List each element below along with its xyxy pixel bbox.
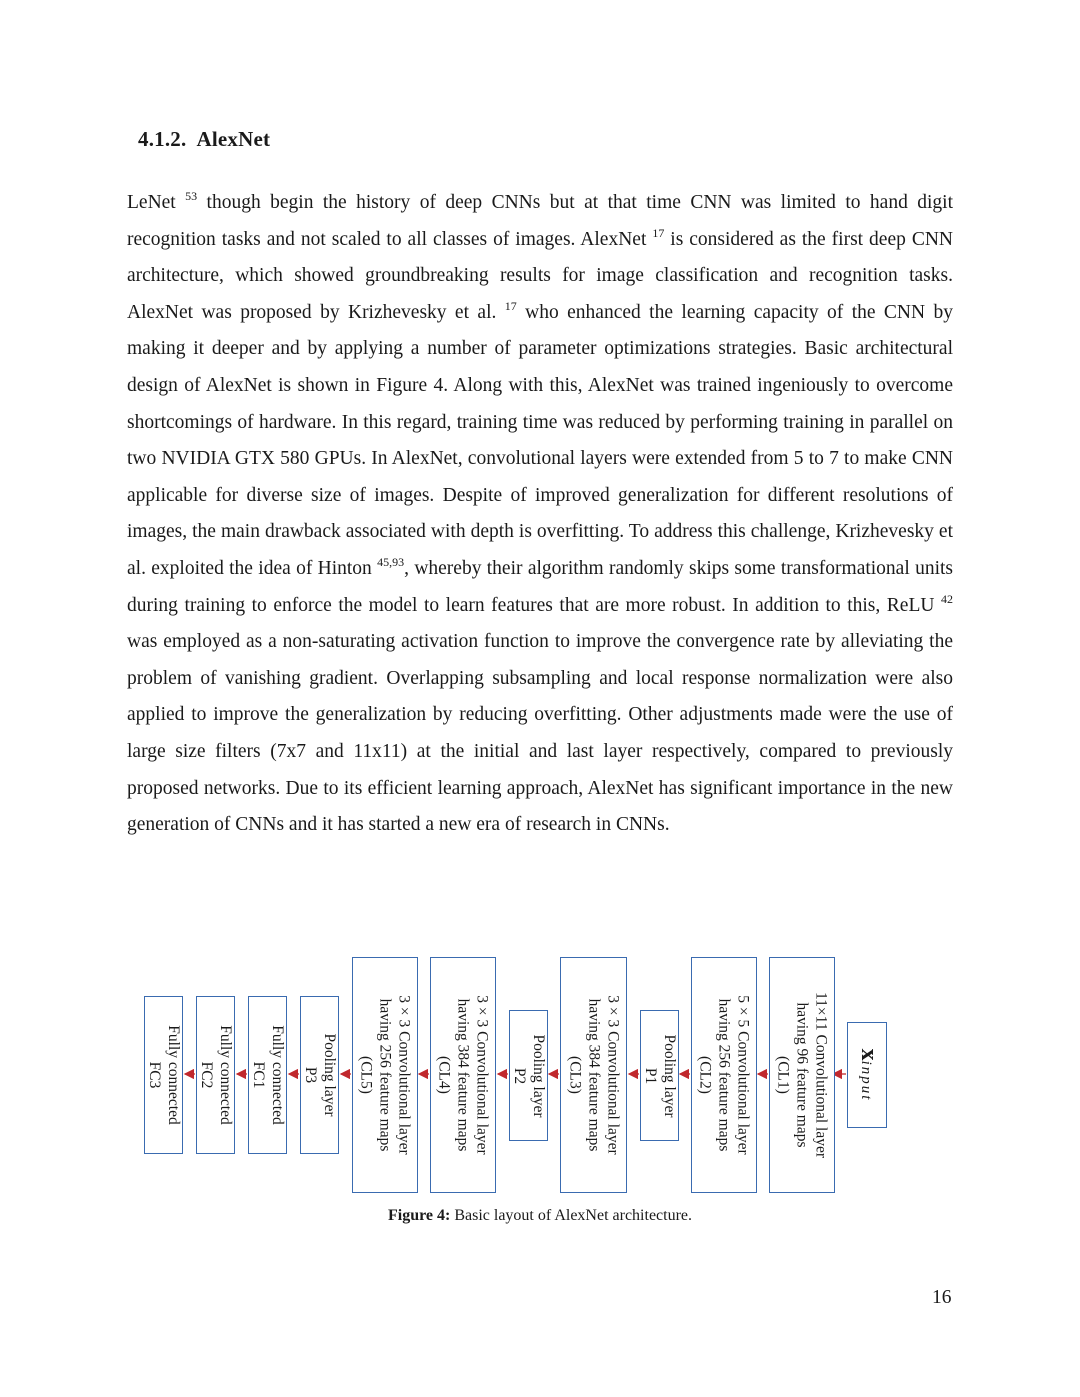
layer-label: Fully connected xyxy=(164,1025,182,1125)
layer-label: 3 × 3 Convolutional layer xyxy=(473,995,491,1155)
layer-label: (CL5) xyxy=(357,1056,375,1094)
text-run: LeNet xyxy=(127,192,186,213)
layer-cl4 xyxy=(430,957,496,1193)
layer-label: 3 × 3 Convolutional layer xyxy=(395,995,413,1155)
layer-label: Pooling layer xyxy=(660,1033,678,1118)
layer-p3 xyxy=(300,996,339,1154)
layer-p2 xyxy=(509,1010,548,1141)
citation: 42 xyxy=(941,591,953,606)
layer-label: Pooling layer xyxy=(320,1033,338,1117)
figure-caption xyxy=(0,1207,1080,1225)
layer-label: FC2 xyxy=(197,1061,215,1089)
citation: 17 xyxy=(504,298,517,313)
text-run: though begin the history of deep CNNs but at that time CNN was limited to hand digit recognition tasks and not scaled to all classes of images. AlexNet xyxy=(127,192,953,250)
citation: 53 xyxy=(185,189,198,203)
text-run: was employed as a non-saturating activation function to improve the convergence rate by alleviating the problem of vanishing gradient. Overlapping subsampling and local response normalization were also applied to improve the generalization by reducing overfitting. Other adjustments made were the use of large size filters (7x7 and 11x11) at the initial and last layer respectively, compared to previously proposed networks. Due to its efficient learning approach, AlexNet has significant importance in the new generation of CNNs and it has started a new era of research in CNNs. xyxy=(127,631,953,836)
page-number: 16 xyxy=(932,1287,952,1308)
body-paragraph xyxy=(127,185,953,844)
layer-label: FC3 xyxy=(145,1061,163,1089)
layer-label: Fully connected xyxy=(268,1025,286,1125)
layer-label: P3 xyxy=(301,1066,319,1084)
layer-label: (CL3) xyxy=(566,1056,583,1094)
caption-text: Basic layout of AlexNet architecture. xyxy=(450,1207,693,1224)
layer-p1 xyxy=(640,1010,679,1141)
input-symbol: x xyxy=(856,1048,882,1061)
alexnet-figure xyxy=(135,950,895,1200)
text-run: who enhanced the learning capacity of the CNN by making it deeper and by applying a number of parameter optimizations strategies. Basic architectural design of AlexNet is shown in Figure 4. Along with this, AlexNet was trained ingeniously to overcome shortcomings of hardware. In this regard, training time was reduced by performing training in parallel on two NVIDIA GTX 580 GPUs. In AlexNet, convolutional layers were extended from 5 to 7 to make CNN applicable for diverse size of images. Despite of improved generalization for different resolutions of images, the main drawback associated with depth is overfitting. To address this challenge, Krizhevesky et al. exploited the idea of Hinton xyxy=(127,301,953,579)
layer-cl1 xyxy=(769,957,835,1193)
layer-fc1 xyxy=(248,996,287,1154)
layer-cl5 xyxy=(352,957,418,1193)
layer-label: P2 xyxy=(510,1067,528,1084)
layer-label: 11×11 Convolutional layer xyxy=(812,991,830,1159)
input-block xyxy=(847,1022,887,1128)
layer-label: 5 × 5 Convolutional layer xyxy=(734,995,752,1155)
layer-label: having 256 feature maps xyxy=(376,998,394,1152)
layer-fc2 xyxy=(196,996,235,1154)
layer-label: (CL1) xyxy=(774,1056,792,1094)
citation: 45,93 xyxy=(377,554,405,569)
caption-label: Figure 4: xyxy=(387,1207,451,1224)
layer-label: 3 × 3 Convolutional layer xyxy=(604,995,621,1155)
layer-cl3 xyxy=(560,957,627,1193)
text-run: , whereby their algorithm randomly skips some transformational units during training to enforce the model to learn features that are more robust. In addition to this, ReLU xyxy=(127,557,953,616)
layer-label: having 256 feature maps xyxy=(715,998,733,1152)
layer-cl2 xyxy=(691,957,757,1193)
layer-label: P1 xyxy=(641,1067,659,1084)
layer-label: having 96 feature maps xyxy=(793,1002,811,1148)
layer-label: (CL4) xyxy=(435,1056,453,1094)
input-subscript: input xyxy=(858,1060,874,1102)
section-heading xyxy=(138,127,270,152)
layer-label: having 384 feature maps xyxy=(585,998,602,1152)
layer-label: Pooling layer xyxy=(529,1033,547,1118)
layer-fc3 xyxy=(144,996,183,1154)
layer-label: Fully connected xyxy=(216,1025,234,1125)
layer-label: FC1 xyxy=(249,1061,267,1089)
layer-label: having 384 feature maps xyxy=(454,998,472,1152)
citation: 17 xyxy=(652,225,665,240)
layer-label: (CL2) xyxy=(696,1056,714,1094)
section-number: 4.1.2. xyxy=(138,127,187,151)
section-title: AlexNet xyxy=(196,127,271,151)
text-run: is considered as the first deep CNN architecture, which showed groundbreaking results for image classification and recognition tasks. AlexNet was proposed by Krizhevesky et al. xyxy=(127,228,953,323)
